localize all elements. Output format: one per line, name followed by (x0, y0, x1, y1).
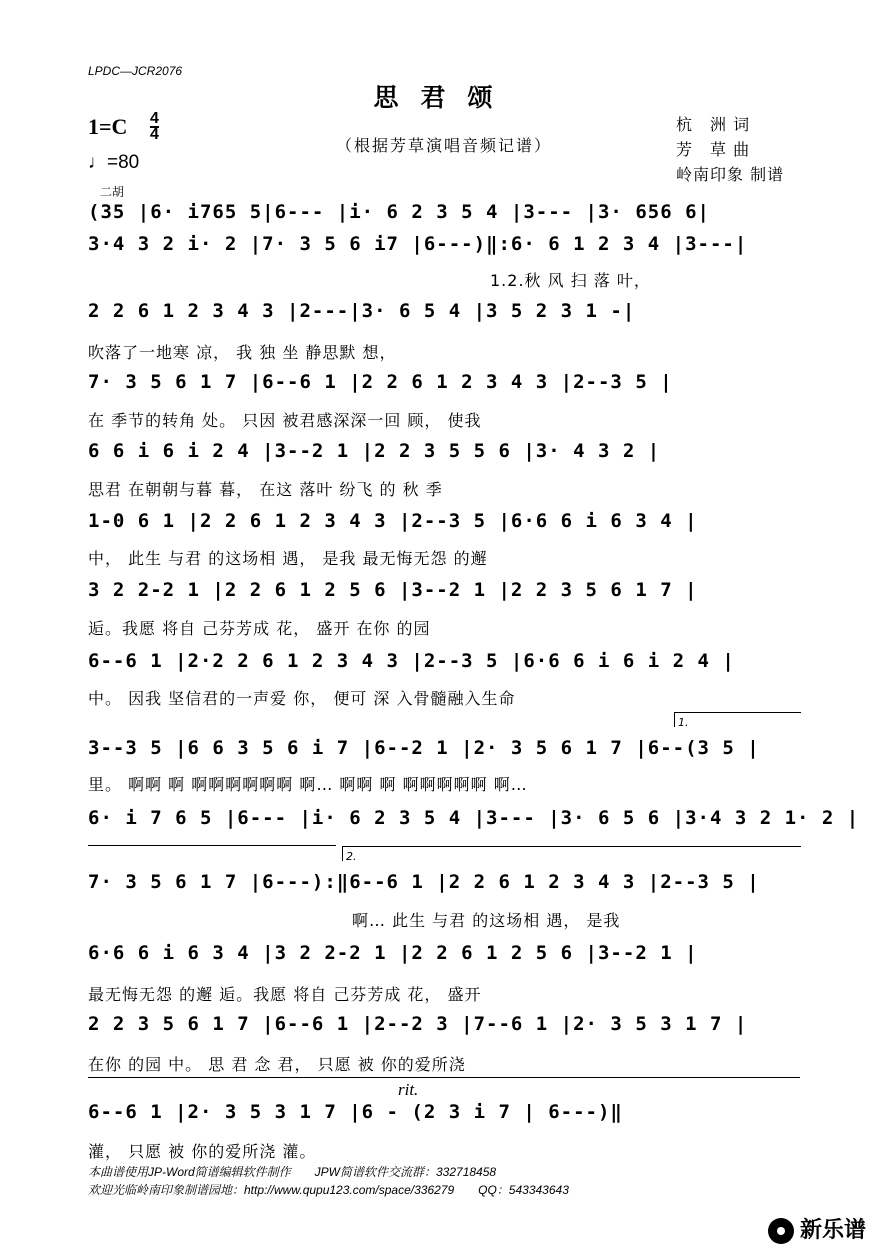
score-line-11-lyric: 啊… 此生 与君 的这场相 遇， 是我 (352, 911, 621, 930)
site-logo (768, 1213, 866, 1244)
volta-1-continuation (88, 845, 336, 846)
footer-website-note: 欢迎光临岭南印象制谱园地：http://www.qupu123.com/space/336279 QQ：543343643 (88, 1183, 569, 1197)
volta-1-label: 1. (678, 716, 689, 729)
volta-1-bracket (674, 712, 801, 727)
score-line-9-music: 3--3 5 |6 6 3 5 6 i 7 |6--2 1 |2· 3 5 6 1 7 |6--(3 5 | (88, 737, 760, 759)
score-line-1-music: (35 |6· i765 5|6--- |i· 6 2 3 5 4 |3--- |3· 656 6| (88, 201, 710, 223)
time-signature-top: 4 (150, 110, 159, 127)
score-line-14-music: 6--6 1 |2· 3 5 3 1 7 |6 - (2 3 i 7 | 6---)‖ (88, 1101, 623, 1123)
score-line-13-lyric: 在你 的园 中。 思 君 念 君， 只愿 被 你的爱所浇 (88, 1055, 466, 1074)
score-line-4-lyric: 在 季节的转角 处。 只因 被君感深深一回 顾， 使我 (88, 411, 482, 430)
score-line-10-music: 6· i 7 6 5 |6--- |i· 6 2 3 5 4 |3--- |3· 6 5 6 |3·4 3 2 1· 2 | (88, 807, 860, 829)
score-line-7-lyric: 逅。我愿 将自 己芬芳成 花， 盛开 在你 的园 (88, 619, 431, 638)
footer-software-note: 本曲谱使用JP-Word简谱编辑软件制作 JPW简谱软件交流群：332718458 (88, 1165, 497, 1179)
site-logo-text: 新乐谱 (800, 1218, 867, 1243)
score-code: LPDC—JCR2076 (88, 64, 183, 78)
credit-lyricist: 杭 洲 词 (676, 115, 751, 134)
score-line-5-lyric: 思君 在朝朝与暮 暮， 在这 落叶 纷飞 的 秋 季 (88, 480, 443, 499)
ritardando-marking: rit. (398, 1080, 419, 1099)
score-line-2-music: 3·4 3 2 i· 2 |7· 3 5 6 i7 |6---)‖:6· 6 1 2 3 4 |3---| (88, 233, 748, 255)
score-line-12-lyric: 最无悔无怨 的邂 逅。我愿 将自 己芬芳成 花， 盛开 (88, 985, 482, 1004)
score-line-2-lyric: 1.2.秋 风 扫 落 叶， (490, 271, 651, 290)
score-line-11-music: 7· 3 5 6 1 7 |6---):‖6--6 1 |2 2 6 1 2 3 4 3 |2--3 5 | (88, 871, 760, 893)
time-signature (150, 112, 159, 142)
volta-2-label: 2. (346, 850, 357, 863)
song-subtitle: （根据芳草演唱音频记谱） (335, 136, 552, 155)
score-line-6-music: 1-0 6 1 |2 2 6 1 2 3 4 3 |2--3 5 |6·6 6 i 6 3 4 | (88, 510, 698, 532)
key-signature: 1=C (88, 114, 128, 139)
score-line-13-music: 2 2 3 5 6 1 7 |6--6 1 |2--2 3 |7--6 1 |2· 3 5 3 1 7 | (88, 1013, 748, 1035)
score-line-6-lyric: 中， 此生 与君 的这场相 遇， 是我 最无悔无怨 的邂 (88, 549, 488, 568)
tempo-marking: ♩=80 (88, 152, 140, 173)
credit-transcriber: 岭南印象 制谱 (676, 165, 785, 184)
score-line-3-lyric: 吹落了一地寒 凉， 我 独 坐 静思默 想， (88, 343, 397, 362)
score-line-14-lyric: 灌， 只愿 被 你的爱所浇 灌。 (88, 1142, 317, 1161)
credit-composer: 芳 草 曲 (676, 140, 751, 159)
time-signature-bottom: 4 (150, 126, 159, 143)
score-line-8-lyric: 中。 因我 坚信君的一声爱 你， 便可 深 入骨髓融入生命 (88, 689, 516, 708)
instrument-label: 二胡 (100, 185, 125, 199)
score-line-12-music: 6·6 6 i 6 3 4 |3 2 2-2 1 |2 2 6 1 2 5 6 |3--2 1 | (88, 942, 698, 964)
score-line-3-music: 2 2 6 1 2 3 4 3 |2---|3· 6 5 4 |3 5 2 3 1 -| (88, 300, 636, 322)
score-line-7-music: 3 2 2-2 1 |2 2 6 1 2 5 6 |3--2 1 |2 2 3 5 6 1 7 | (88, 579, 698, 601)
score-line-4-music: 7· 3 5 6 1 7 |6--6 1 |2 2 6 1 2 3 4 3 |2--3 5 | (88, 371, 673, 393)
ritardando-line (88, 1077, 800, 1078)
vinyl-record-icon (768, 1218, 794, 1244)
score-line-5-music: 6 6 i 6 i 2 4 |3--2 1 |2 2 3 5 5 6 |3· 4 3 2 | (88, 440, 661, 462)
score-line-8-music: 6--6 1 |2·2 2 6 1 2 3 4 3 |2--3 5 |6·6 6 i 6 i 2 4 | (88, 650, 735, 672)
volta-2-bracket (342, 846, 801, 861)
score-line-9-lyric: 里。 啊啊 啊 啊啊啊啊啊啊 啊… 啊啊 啊 啊啊啊啊啊 啊… (88, 775, 528, 794)
song-title: 思君颂 (373, 83, 515, 112)
